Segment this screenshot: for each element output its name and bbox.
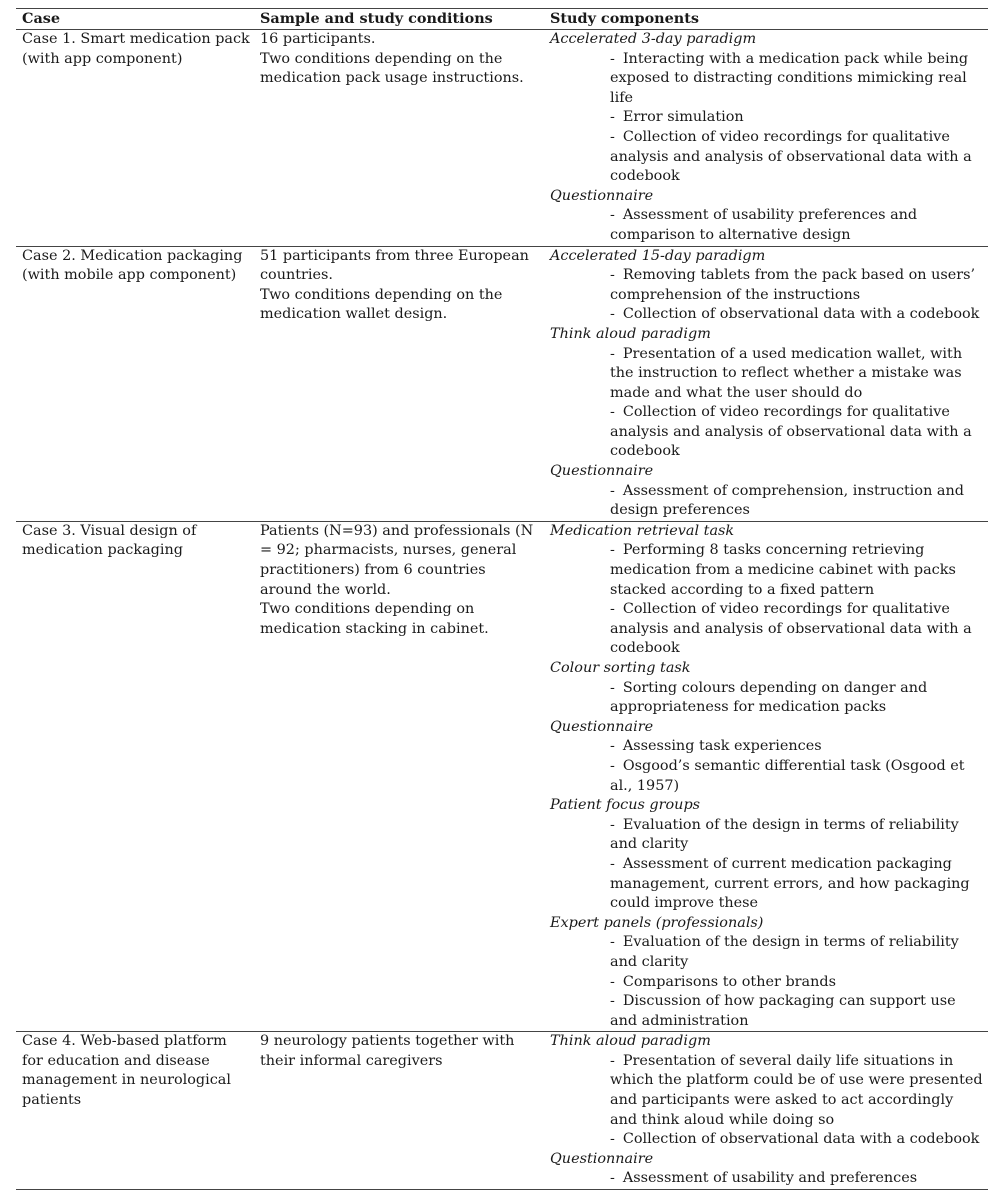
sample-cell	[254, 246, 544, 521]
header-components: Study components	[544, 9, 988, 30]
component-item	[550, 737, 984, 757]
component-item-text: Comparisons to other brands	[622, 973, 836, 990]
dash-bullet: -	[610, 757, 615, 774]
dash-bullet: -	[610, 855, 615, 872]
component-item-text: Collection of video recordings for qualitative analysis and analysis of observational data with a codebook	[610, 601, 972, 657]
sample-cell	[254, 1032, 544, 1190]
sample-line: Two conditions depending on the medication wallet design.	[260, 286, 503, 323]
component-item-text: Sorting colours depending on danger and appropriateness for medication packs	[610, 679, 928, 716]
table-row	[16, 246, 988, 521]
component-item-text: Interacting with a medication pack while being exposed to distracting conditions mimicking real life	[610, 50, 969, 106]
header-case: Case	[16, 9, 254, 30]
dash-bullet: -	[610, 816, 615, 833]
table-row	[16, 521, 988, 1031]
case-label: Case 2. Medication packaging (with mobile app component)	[22, 247, 243, 284]
component-item-text: Presentation of a used medication wallet, with the instruction to reflect whether a mistake was made and what the user should do	[610, 345, 963, 401]
component-item	[550, 108, 984, 128]
component-title: Questionnaire	[550, 718, 654, 735]
component-item	[550, 757, 984, 796]
dash-bullet: -	[610, 934, 615, 951]
table-body	[16, 30, 988, 1190]
component-item	[550, 403, 984, 462]
component-item	[550, 305, 984, 325]
study-table-container	[16, 8, 988, 1190]
dash-bullet: -	[610, 1052, 615, 1069]
study-table	[16, 8, 988, 1190]
case-cell	[16, 521, 254, 1031]
component-item	[550, 1169, 984, 1189]
component-item	[550, 345, 984, 404]
header-sample: Sample and study conditions	[254, 9, 544, 30]
component-title: Think aloud paradigm	[550, 325, 711, 342]
component-item-text: Assessment of usability preferences and comparison to alternative design	[610, 207, 918, 243]
sample-line: 9 neurology patients together with their informal caregivers	[260, 1033, 515, 1069]
sample-line: Two conditions depending on the medication pack usage instructions.	[260, 50, 524, 87]
component-title: Questionnaire	[550, 1150, 654, 1167]
table-row	[16, 1032, 988, 1190]
components-cell	[544, 521, 988, 1031]
dash-bullet: -	[610, 993, 615, 1010]
sample-cell	[254, 521, 544, 1031]
component-item-text: Evaluation of the design in terms of reliability and clarity	[610, 934, 959, 970]
dash-bullet: -	[610, 738, 615, 755]
dash-bullet: -	[610, 973, 615, 990]
component-item	[550, 482, 984, 521]
component-item-text: Removing tablets from the pack based on users’ comprehension of the instructions	[610, 267, 976, 303]
component-item-text: Presentation of several daily life situations in which the platform could be of use were presented and participants were asked to act accordingly and think aloud while doing so	[610, 1052, 983, 1128]
case-cell	[16, 246, 254, 521]
dash-bullet: -	[610, 482, 615, 499]
component-item	[550, 855, 984, 914]
component-item	[550, 50, 984, 109]
component-item	[550, 600, 984, 659]
dash-bullet: -	[610, 1131, 615, 1148]
sample-line: 51 participants from three European countries.	[260, 247, 529, 284]
dash-bullet: -	[610, 128, 615, 145]
component-item-text: Osgood’s semantic differential task (Osgood et al., 1957)	[610, 757, 965, 794]
sample-line: 16 participants.	[260, 31, 376, 47]
component-item-text: Collection of video recordings for qualitative analysis and analysis of observational data with a codebook	[610, 128, 972, 185]
table-header	[16, 9, 988, 30]
component-title: Think aloud paradigm	[550, 1033, 711, 1050]
case-cell	[16, 30, 254, 247]
component-item	[550, 933, 984, 972]
dash-bullet: -	[610, 1170, 615, 1187]
component-title: Questionnaire	[550, 463, 654, 480]
dash-bullet: -	[610, 345, 615, 362]
dash-bullet: -	[610, 109, 615, 126]
component-item-text: Performing 8 tasks concerning retrieving medication from a medicine cabinet with packs stacked according to a fixed pattern	[610, 542, 956, 598]
components-cell	[544, 30, 988, 247]
component-item-text: Collection of observational data with a codebook	[622, 1131, 980, 1148]
component-item	[550, 1130, 984, 1150]
component-item	[550, 206, 984, 245]
component-title: Accelerated 3-day paradigm	[550, 31, 757, 47]
sample-line: Two conditions depending on medication stacking in cabinet.	[260, 601, 489, 637]
component-item	[550, 973, 984, 993]
dash-bullet: -	[610, 542, 615, 559]
component-title: Questionnaire	[550, 187, 654, 204]
dash-bullet: -	[610, 50, 615, 67]
case-label: Case 1. Smart medication pack (with app component)	[22, 31, 250, 67]
component-item	[550, 541, 984, 600]
dash-bullet: -	[610, 207, 615, 224]
component-item-text: Assessment of comprehension, instruction and design preferences	[610, 482, 964, 519]
component-item	[550, 1052, 984, 1130]
component-item	[550, 816, 984, 855]
sample-cell	[254, 30, 544, 247]
dash-bullet: -	[610, 679, 615, 696]
table-row	[16, 30, 988, 247]
component-title: Colour sorting task	[550, 660, 691, 676]
dash-bullet: -	[610, 404, 615, 421]
component-title: Patient focus groups	[550, 797, 701, 814]
components-cell	[544, 1032, 988, 1190]
dash-bullet: -	[610, 601, 615, 618]
case-cell	[16, 1032, 254, 1190]
component-item-text: Evaluation of the design in terms of reliability and clarity	[610, 816, 959, 853]
dash-bullet: -	[610, 306, 615, 323]
component-item-text: Error simulation	[622, 109, 744, 126]
component-item	[550, 128, 984, 187]
component-item	[550, 266, 984, 305]
component-item-text: Collection of observational data with a codebook	[622, 306, 980, 323]
component-title: Expert panels (professionals)	[550, 914, 764, 931]
component-item	[550, 679, 984, 718]
components-cell	[544, 246, 988, 521]
case-label: Case 3. Visual design of medication packaging	[22, 522, 197, 559]
case-label: Case 4. Web-based platform for education and disease management in neurological patients	[22, 1033, 231, 1109]
component-item-text: Assessing task experiences	[622, 738, 822, 755]
component-item-text: Assessment of current medication packaging management, current errors, and how packaging could improve these	[610, 855, 970, 912]
component-title: Medication retrieval task	[550, 522, 735, 539]
component-item	[550, 992, 984, 1031]
component-title: Accelerated 15-day paradigm	[550, 247, 766, 264]
dash-bullet: -	[610, 267, 615, 284]
component-item-text: Discussion of how packaging can support use and administration	[610, 993, 956, 1029]
component-item-text: Assessment of usability and preferences	[622, 1170, 918, 1187]
component-item-text: Collection of video recordings for qualitative analysis and analysis of observational data with a codebook	[610, 404, 972, 460]
sample-line: Patients (N=93) and professionals (N = 92; pharmacists, nurses, general practitioners) from 6 countries around the world.	[260, 522, 534, 598]
